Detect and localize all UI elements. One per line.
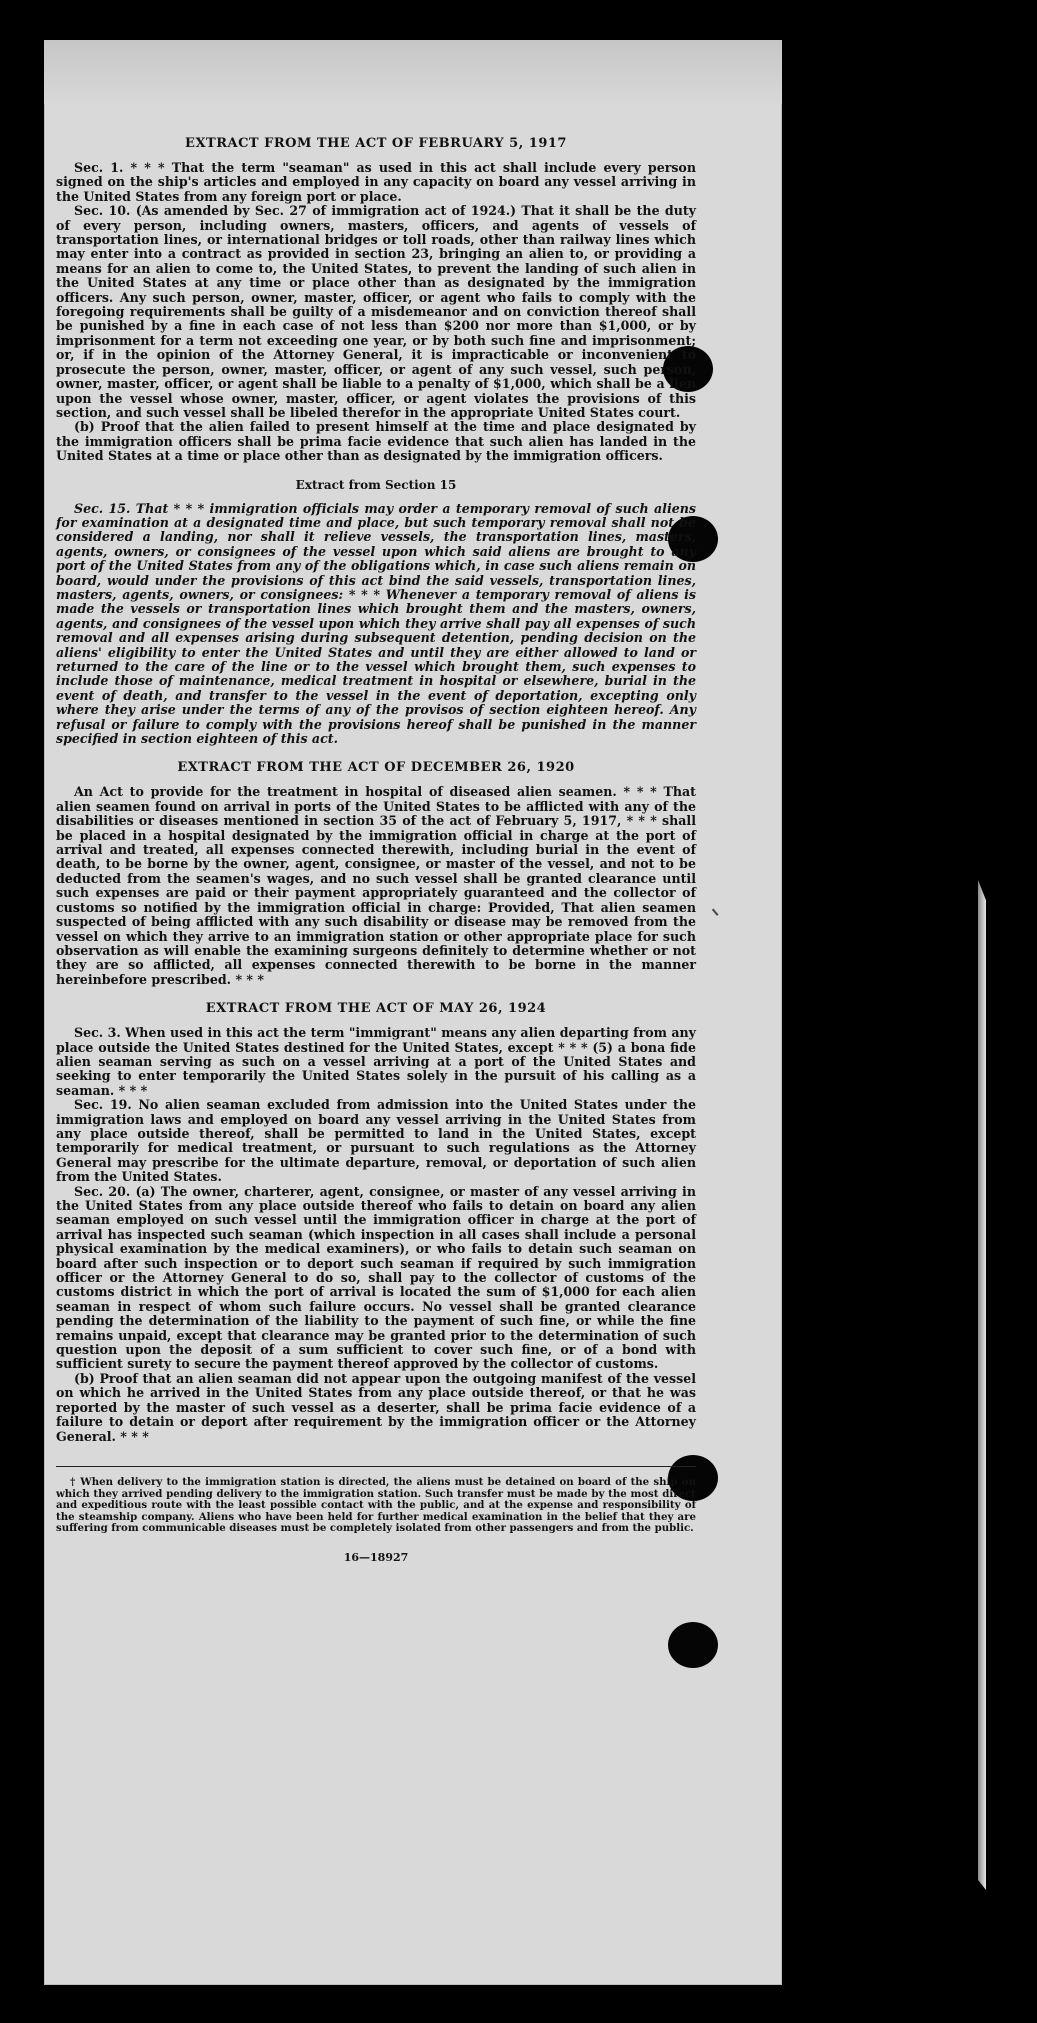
heading-act-1920: EXTRACT FROM THE ACT OF DECEMBER 26, 1920 <box>177 760 575 776</box>
paragraph-act-1920: An Act to provide for the treatment in hospital of diseased alien seamen. * * * That alien seamen found on arrival in ports of the United States to be afflicted with any of the disabilities or diseases mentioned in section 35 of the act of February 5, 1917, * * * shall be placed in a hospital designated by the immigration official in charge at the port of arrival and treated, all expenses connected therewith, including burial in the event of death, to be borne by the owner, agent, consignee, or master of the vessel, and not to be deducted from the seamen's wages, and no such vessel shall be granted clearance until such expenses are paid or their payment appropriately guaranteed and the collector of customs so notified by the immigration official in charge: Provided, That alien seamen suspected of being afflicted with any such disability or disease may be removed from the vessel on which they arrive to an immigration station or other appropriate place for such observation as will enable the examining surgeons definitely to determine whether or not they are so afflicted, all expenses connected therewith to be borne in the manner hereinbefore prescribed. * * * <box>56 784 696 987</box>
paragraph-sec-3: Sec. 3. When used in this act the term "immigrant" means any alien departing from any place outside the United States destined for the United States, except * * * (5) a bona fide alien seaman serving as such on a vessel arriving at a port of the United States and seeking to enter temporarily the United States solely in the pursuit of his calling as a seaman. * * * <box>56 1025 696 1098</box>
subheading-section-15: Extract from Section 15 <box>295 477 457 492</box>
page-top-band <box>44 40 782 104</box>
paragraph-sec-20: Sec. 20. (a) The owner, charterer, agent, consignee, or master of any vessel arriving in the United States from any place outside thereof who fails to detain on board any alien seaman employed on such vessel until the immigration officer in charge at the port of arrival has inspected such seaman (which inspection in all cases shall include a personal physical examination by the medical examiners), or who fails to detain such seaman on board after such inspection or to deport such seaman if required by such immigration officer or the Attorney General to do so, shall pay to the collector of customs of the customs district in which the port of arrival is located the sum of $1,000 for each alien seaman in respect of whom such failure occurs. No vessel shall be granted clearance pending the determination of the liability to the payment of such fine, or while the fine remains unpaid, except that clearance may be granted prior to the determination of such question upon the deposit of a sum sufficient to cover such fine, or of a bond with sufficient surety to secure the payment thereof approved by the collector of customs. <box>56 1183 696 1372</box>
paragraph-sec-15: Sec. 15. That * * * immigration officials may order a temporary removal of such aliens for examination at a designated time and place, but such temporary removal shall not be considered a landing, nor shall it relieve vessels, the transportation lines, masters, agents, owners, or consignees of the vessel upon which said aliens are brought to any port of the United States from any of the obligations which, in case such aliens remain on board, would under the provisions of this act bind the said vessels, transportation lines, masters, agents, owners, or consignees: * * * Whenever a temporary removal of aliens is made the vessels or transportation lines which brought them and the masters, owners, agents, and consignees of the vessel upon which they arrive shall pay all expenses of such removal and all expenses arising during subsequent detention, pending decision on the aliens' eligibility to enter the United States and until they are either allowed to land or returned to the care of the line or to the vessel which brought them, such expenses to include those of maintenance, medical treatment in hospital or elsewhere, burial in the event of death, and transfer to the vessel in the event of deportation, excepting only where they arise under the terms of any of the provisos of section eighteen hereof. Any refusal or failure to comply with the provisions hereof shall be punished in the manner specified in section eighteen of this act. <box>56 500 696 747</box>
paragraph-sec-1: Sec. 1. * * * That the term "seaman" as used in this act shall include every person signed on the ship's articles and employed in any capacity on board any vessel arriving in the United States from any foreign port or place. <box>56 160 696 204</box>
paragraph-sec-10b: (b) Proof that the alien failed to present himself at the time and place designated by the immigration officers shall be prima facie evidence that such alien has landed in the United States at a time or place other than as designated by the immigration officers. <box>56 419 696 464</box>
heading-act-1917: EXTRACT FROM THE ACT OF FEBRUARY 5, 1917 <box>185 136 567 151</box>
adjacent-page-edge <box>978 880 986 1890</box>
paragraph-sec-19: Sec. 19. No alien seaman excluded from admission into the United States under the immigration laws and employed on board any vessel arriving in the United States from any place outside thereof, shall be permitted to land in the United States, except temporarily for medical treatment, or pursuant to such regulations as the Attorney General may prescribe for the ultimate departure, removal, or deportation of such alien from the United States. <box>56 1097 696 1185</box>
print-code: 16—18927 <box>343 1550 409 1564</box>
footnote-divider <box>56 1466 696 1467</box>
footnote: † When delivery to the immigration station is directed, the aliens must be detained on board of the ship on which they arrived pending delivery to the immigration station. Such transfer must be made by the most direct and expeditious route with the least possible contact with the public, and at the expense and responsibility of the steamship company. Aliens who have been held for further medical examination in the belief that they are suffering from communicable diseases must be completely isolated from other passengers and from the public. <box>56 1475 696 1535</box>
document-body <box>56 136 696 1564</box>
paragraph-sec-20b: (b) Proof that an alien seaman did not appear upon the outgoing manifest of the vessel on which he arrived in the United States from any place outside thereof, or that he was reported by the master of such vessel as a deserter, shall be prima facie evidence of a failure to detain or deport after requirement by the immigration officer or the Attorney General. * * * <box>56 1370 696 1444</box>
heading-act-1924: EXTRACT FROM THE ACT OF MAY 26, 1924 <box>205 1001 547 1017</box>
paragraph-sec-10: Sec. 10. (As amended by Sec. 27 of immigration act of 1924.) That it shall be the duty of every person, including owners, masters, officers, and agents of vessels of transportation lines, or international bridges or toll roads, other than railway lines which may enter into a contract as provided in section 23, bringing an alien to, or providing a means for an alien to come to, the United States, to prevent the landing of such alien in the United States at any time or place other than as designated by the immigration officers. Any such person, owner, master, officer, or agent who fails to comply with the foregoing requirements shall be guilty of a misdemeanor and on conviction thereof shall be punished by a fine in each case of not less than $200 nor more than $1,000, or by imprisonment for a term not exceeding one year, or by both such fine and imprisonment; or, if in the opinion of the Attorney General, it is impracticable or inconvenient to prosecute the person, owner, master, officer, or agent of any such vessel, such person, owner, master, officer, or agent shall be liable to a penalty of $1,000, which shall be a lien upon the vessel whose owner, master, officer, or agent violates the provisions of this section, and such vessel shall be libeled therefor in the appropriate United States court. <box>56 203 696 420</box>
punch-hole <box>668 1622 718 1668</box>
